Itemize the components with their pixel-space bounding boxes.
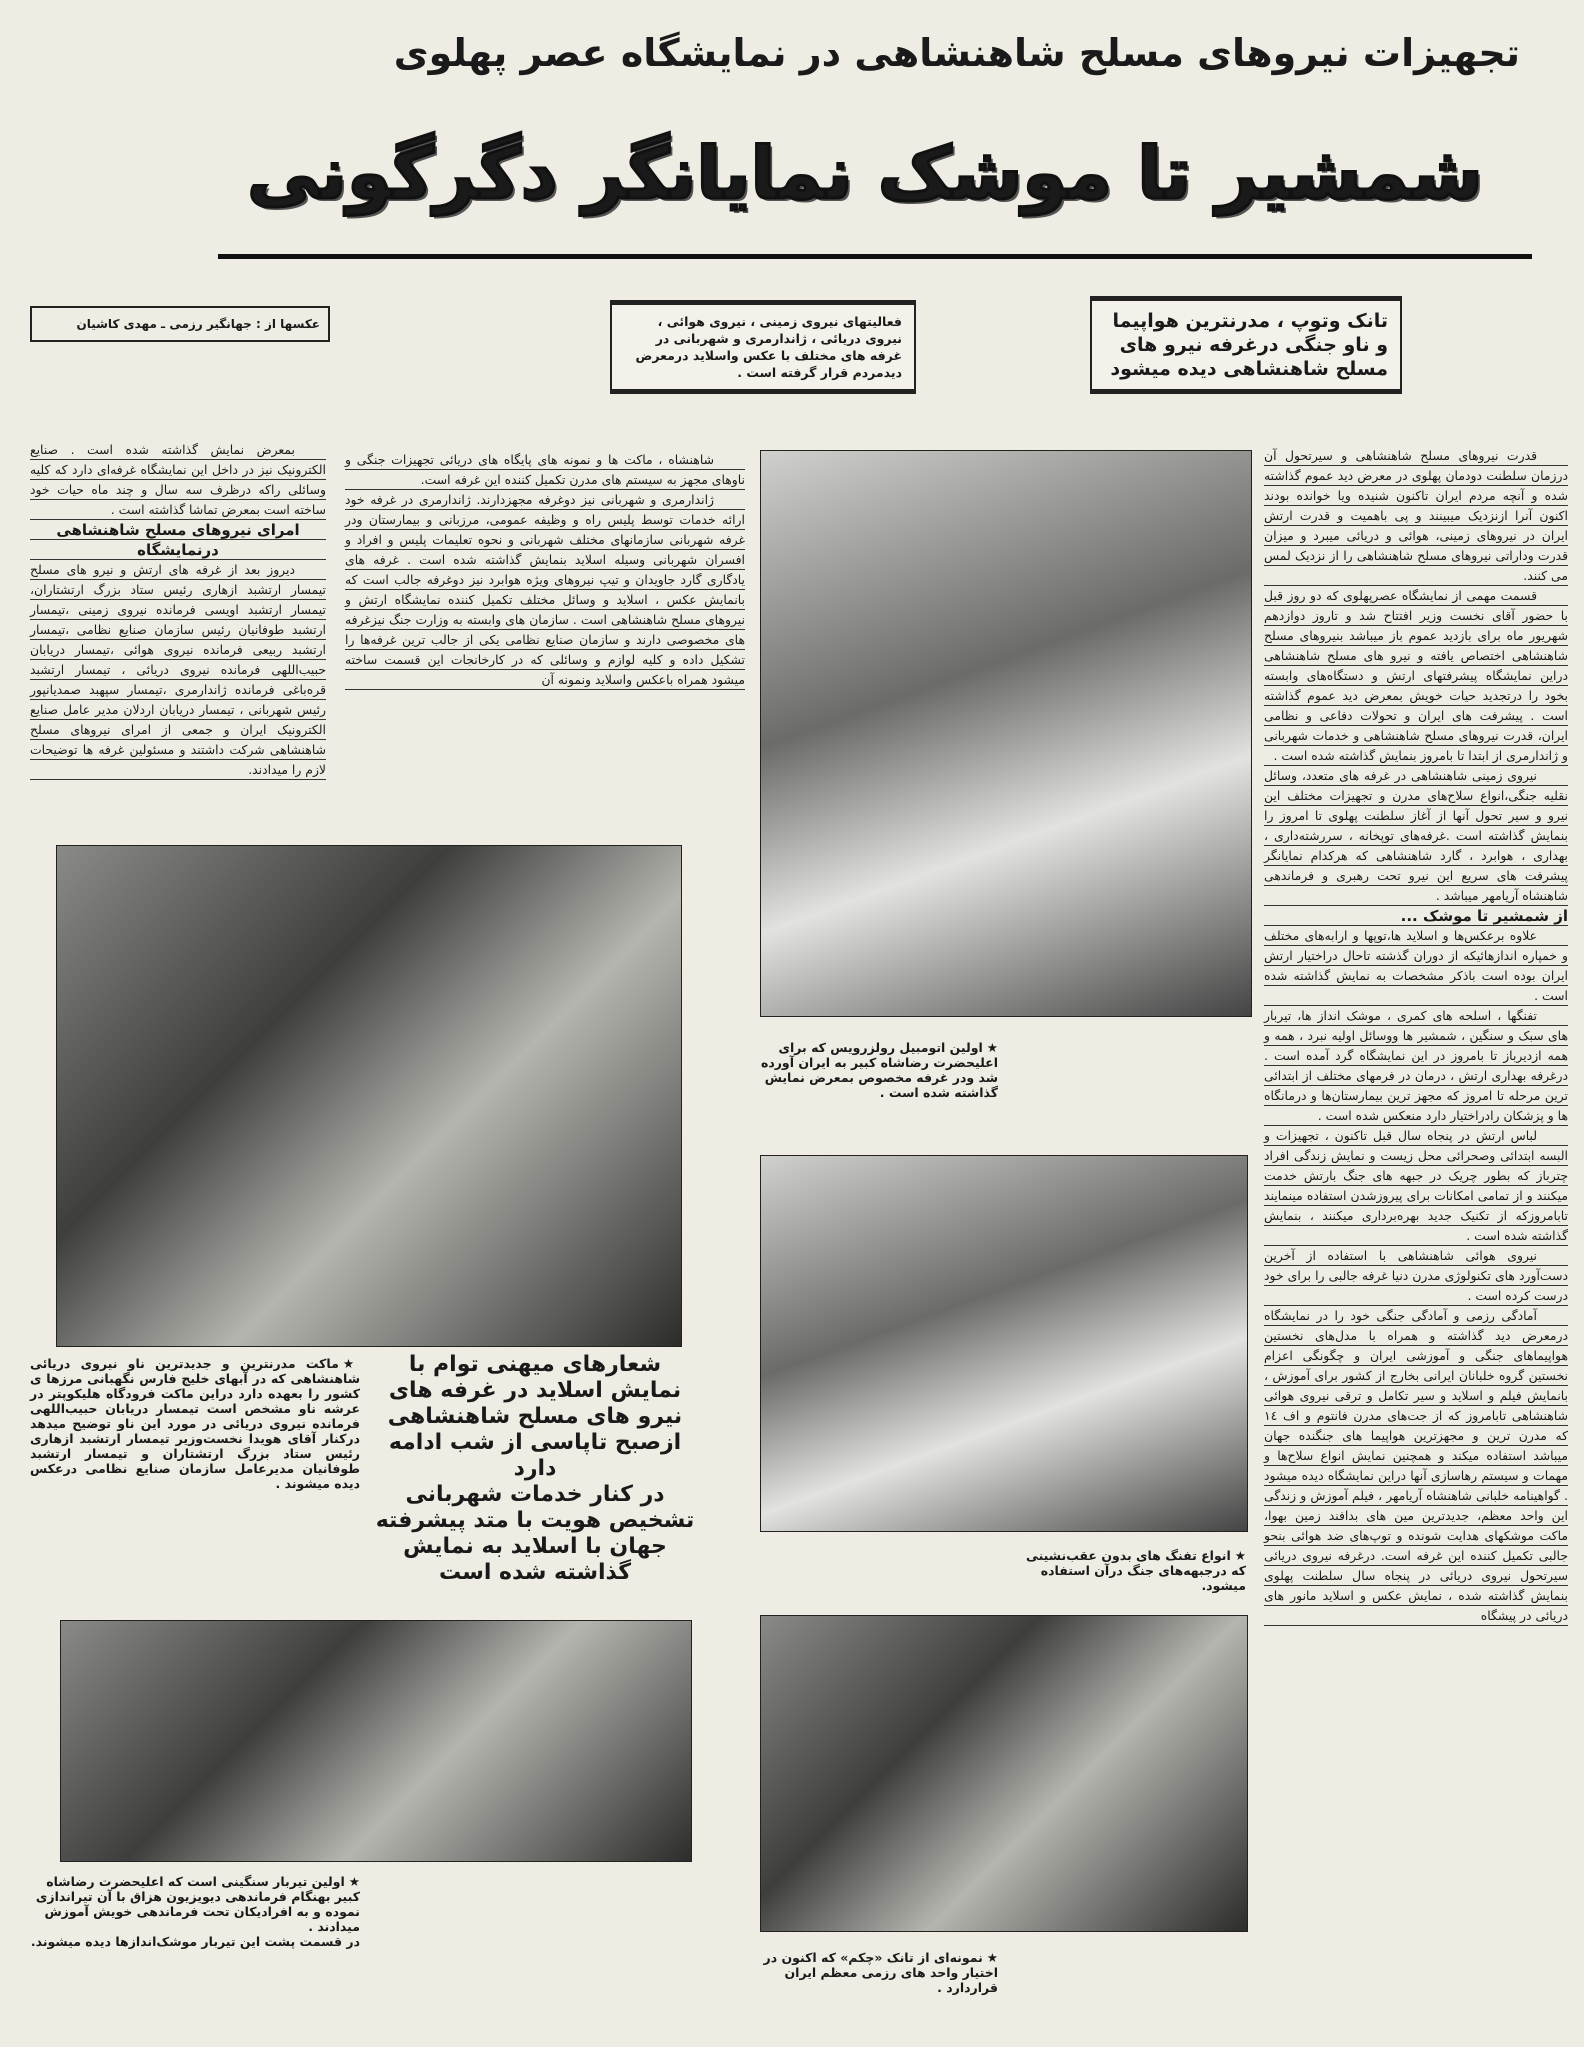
paragraph: قسمت مهمی از نمایشگاه عصرپهلوی که دو روز قبل با حضور آقای نخست وزیر افتتاح شد و تاروز دوازدهم شهریور ماه برای بازدید عموم باز میباشد بنیروهای مسلح شاهنشاهی اختصاص یافته و نیرو های مسلح شاهنشاهی دراین نمایشگاه پیشرفتهای ارتش و دستگاه‌های وابسته بخود را درتجدید حیات خویش بمعرض دید عموم گذاشته است . پیشرفت های ایران و تحولات دفاعی و نظامی ایران، قدرت نیروهای مسلح شاهنشاهی و خدمات شهربانی و ژاندارمری از ابتدا تا بامروز بنمایش گذاشته شده است . (1264, 588, 1568, 763)
caption-heavy-gun (30, 1874, 360, 1949)
star-icon: ★ (348, 1874, 360, 1889)
star-icon: ★ (342, 1356, 360, 1371)
caption-tank (758, 1950, 998, 1995)
paragraph: شاهنشاه ، ماکت ها و نمونه های پایگاه های دریائی تجهیزات جنگی و ناوهای مجهز به سیستم های مدرن تکمیل کننده این غرفه است. (345, 452, 745, 487)
middle-summary-text: فعالیتهای نیروی زمینی ، نیروی هوائی ، نیروی دریائی ، ژاندارمری و شهربانی در غرفه های مختلف با عکس واسلاید درمعرض دیدمردم قرار گرفته است . (635, 314, 902, 380)
headline-rule (218, 254, 1532, 259)
right-summary-box (1090, 296, 1402, 394)
caption-text: انواع تفنگ های بدون عقب‌نشینی که درجبهه‌های جنگ درآن استفاده میشود. (1025, 1548, 1246, 1593)
paragraph: آمادگی رزمی و آمادگی جنگی خود را در نمایشگاه درمعرض دید گذاشته و همراه با مدل‌های نخستین هواپیماهای جنگی و آموزشی ایران و چگونگی اعزام نخستین گروه خلبانان ایرانی بخارج از کشور برای آموزش ، بانمایش فیلم و اسلاید و سیر تکامل و ترقی نیروی هوائی شاهنشاهی تابامروز که از جت‌های مدرن فانتوم و اف ١٤ که مدرن ترین و مجهزترین هواپیما های جنگنده جهان میباشد استفاده میکند و همچنین نمایش انواع سلاح‌ها و مهمات و سیستم رهاسازی آنها دراین نمایشگاه دیده میشود . گواهینامه خلبانی شاهنشاه آریامهر ، فیلم آموزش و زندگی این واحد معظم، جدیدترین مین های بدافند زمین بهوا، ماکت موشکهای هدایت شونده و توپ‌های ضد هوائی بنحو جالبی تکمیل کننده این غرفه است. درغرفه نیروی دریائی سیرتحول نیروی دریائی در پنجاه سال سلطنت پهلوی بنمایش گذاشته شده ، نمایش عکس و اسلاید مانور های دریائی در پیشگاه (1264, 1308, 1568, 1623)
star-icon: ★ (986, 1040, 998, 1055)
caption-text: اولین اتومبیل رولزرویس که برای اعلیحضرت رضاشاه کبیر به ایران آورده شد ودر غرفه مخصوص بمعرض نمایش گذاشته شده است . (760, 1040, 998, 1100)
paragraph: بمعرض نمایش گذاشته شده است . صنایع الکترونیک نیز در داخل این نمایشگاه غرفه‌ای دارد که کلیه وسائلی راکه درظرف سه سال و چند ماه حیات خود ساخته است بمعرض تماشا گذاشته است . (30, 442, 326, 517)
paragraph: نیروی زمینی شاهنشاهی در غرفه های متعدد، وسائل نقلیه جنگی،انواع سلاح‌های مدرن و تجهیزات مختلف این نیرو و سیر تحول آنها از آغاز سلطنت پهلوی تا امروز را بنمایش گذاشته است .غرفه‌های توپخانه ، سررشته‌داری ، بهداری ، هوابرد ، گارد شاهنشاهی که هرکدام نمایانگر پیشرفت های سریع این نیرو تحت رهبری و فرماندهی شاهنشاه آریامهر میباشد . (1264, 768, 1568, 903)
paragraph: نیروی هوائی شاهنشاهی با استفاده از آخرین دست‌آورد های تکنولوژی مدرن دنیا غرفه جالبی را برای خود درست کرده است . (1264, 1248, 1568, 1303)
middle-summary-box (610, 300, 916, 394)
caption-text: در قسمت پشت این تیربار موشک‌اندازها دیده میشوند. (30, 1934, 360, 1949)
photo-recoilless-rifles (760, 1155, 1248, 1532)
headline: شمشیر تا موشک نمایانگر دگرگونی (247, 131, 1483, 215)
right-summary-text: تانک وتوپ ، مدرنترین هواپیما و ناو جنگی درغرفه نیرو های مسلح شاهنشاهی دیده میشود (1110, 310, 1388, 380)
caption-text: اولین تیربار سنگینی است که اعلیحضرت رضاشاه کبیر بهنگام فرماندهی دیویزیون هزاق با آن تیراندازی نموده و به افرادیکان تحت فرماندهی خویش آموزش میدادند . (35, 1874, 360, 1934)
caption-text: ماکت مدرنترین و جدیدترین ناو نیروی دریائی شاهنشاهی که در آبهای خلیج فارس نگهبانی مرزها ی کشور را بعهده دارد دراین ماکت فرودگاه هلیکوپتر در عرشه ناو مشخص است تیمسار دریابان حبیب‌اللهی فرمانده نیروی دریائی در مورد این ناو توضیح میدهد درکنار آقای هویدا نخست‌وزیر تیمسار ارتشبد ازهاری رئیس ستاد بزرگ ارتشتاران و تیمسار ارتشبد طوفانیان مدیرعامل سازمان صنایع نظامی درعکس دیده میشوند . (30, 1356, 360, 1491)
paragraph: دیروز بعد از غرفه های ارتش و نیرو های مسلح تیمسار ارتشبد ازهاری رئیس ستاد بزرگ ارتشتاران، تیمسار ارتشبد اویسی فرمانده نیروی زمینی ،تیمسار ارتشبد طوفانیان رئیس سازمان صنایع نظامی ،تیمسار ارتشبد ربیعی فرمانده نیروی هوائی ،تیمسار دریابان حبیب‌اللهی فرمانده نیروی دریائی ، تیمسار ارتشبد قره‌باغی فرمانده ژاندارمری ،تیمسار سپهبد صمدیانپور رئیس شهربانی ، تیمسار دریابان اردلان مدیر عامل صنایع الکترونیک ایران و جمعی از امرای نیروهای مسلح شاهنشاهی شرکت داشتند و مسئولین غرفه ها توضیحات لازم را میدادند. (30, 562, 326, 777)
subtitle: تجهیزات نیروهای مسلح شاهنشاهی در نمایشگاه عصر پهلوی (393, 31, 1520, 75)
middle-column-text (345, 450, 745, 690)
photo-heavy-gun (60, 1620, 692, 1862)
paragraph: لباس ارتش در پنجاه سال قبل تاکنون ، تجهیزات و البسه ابتدائی وصحرائی محل زیست و نمایش زندگی افراد چترباز که بطور چریک در جبهه های جنگ بارتش خدمت میکنند و از تمامی امکانات برای پیروزشدن استفاده مینمایند تابامروزکه از تکنیک جدید بهره‌برداری میکنند ، بنمایش گذاشته شده است . (1264, 1128, 1568, 1243)
paragraph: علاوه برعکس‌ها و اسلاید ها،توپها و ارابه‌های مختلف و خمپاره اندازهائیکه از دوران گذشته تاحال دراختیار ارتش ایران بوده است باذکر مشخصات به نمایش گذاشته شده است . (1264, 928, 1568, 1003)
right-column-text (1264, 446, 1568, 1626)
caption-text: نمونه‌ای از تانک «چکم» که اکنون در اختیار واحد های رزمی معظم ایران قراردارد . (763, 1950, 998, 1995)
star-icon: ★ (1234, 1548, 1246, 1563)
caption-ship-model (30, 1356, 360, 1491)
photo-ship-model-visitors (56, 845, 682, 1347)
featured-caption: شعارهای میهنی توام با نمایش اسلاید در غرفه های نیرو های مسلح شاهنشاهی ازصبح تاپاسی از شب ادامه دارد در کنار خدمات شهربانی تشخیص هویت با متد پیشرفته جهان با اسلاید به نمایش گذاشته شده است (375, 1352, 695, 1585)
paragraph: ژاندارمری و شهربانی نیز دوغرفه مجهزدارند. ژاندارمری در غرفه خود ارائه خدمات توسط پلیس راه و وظیفه عمومی، مرزبانی و بیمارستان ودر غرفه شهربانی سازمانهای مختلف شهربانی و نحوه تعلیمات پلیس و افراد و افسران شهربانی وسیله اسلاید بنمایش گذاشته شده است . غرفه های یادگاری گارد جاویدان و تیپ نیروهای ویژه هوابرد نیز دوغرفه جالب است که بانمایش عکس ، اسلاید و وسائل مختلف تکمیل کننده نمایشگاه ارتش و نیروهای مسلح شاهنشاهی است . سازمان های وابسته به وزارت جنگ نیزغرفه های مخصوصی دارند و سازمان صنایع نظامی یکی از جالب ترین غرفه‌ها را تشکیل داده و کلیه لوازم و وسائلی که در کارخانجات این قسمت ساخته میشود همراه باعکس واسلاید ونمونه آن (345, 492, 745, 687)
photo-tank (760, 1615, 1248, 1932)
photo-credit: عکسها از : جهانگیر رزمی ـ مهدی کاشیان (30, 306, 330, 342)
paragraph: تفنگها ، اسلحه های کمری ، موشک انداز ها، تیربار های سبک و سنگین ، شمشیر ها ووسائل اولیه نبرد ، همه و همه ازدیرباز تا بامروز در این نمایشگاه گرد آمده است . درغرفه بهداری ارتش ، درمان در فرمهای مختلف از ابتدائی ترین مرحله تا امروز که مجهز ترین بیمارستان‌ها و درمانگاه ها و پزشکان رادراختیار دارد منعکس شده است . (1264, 1008, 1568, 1123)
section-heading: امرای نیروهای مسلح شاهنشاهی درنمایشگاه (56, 521, 300, 559)
caption-guns (1010, 1548, 1246, 1593)
star-icon: ★ (986, 1950, 998, 1965)
left-column-text (30, 440, 326, 780)
paragraph: قدرت نیروهای مسلح شاهنشاهی و سیرتحول آن درزمان سلطنت دودمان پهلوی در معرض دید عموم گذاشته شده و آنچه مردم ایران تاکنون شنیده ویا خوانده بودند اکنون آنرا ازنزدیک میبینند و پی باهمیت و قدرت ارتش ایران در نیروهای زمینی، هوائی و دریائی میبرد و میزان قدرت وداراتی نیروهای مسلح شاهنشاهی را از نزدیک لمس می کنند. (1264, 448, 1568, 583)
section-heading: از شمشیر تا موشک ... (1400, 907, 1568, 925)
caption-car (758, 1040, 998, 1100)
photo-rolls-royce-car (760, 450, 1252, 1017)
